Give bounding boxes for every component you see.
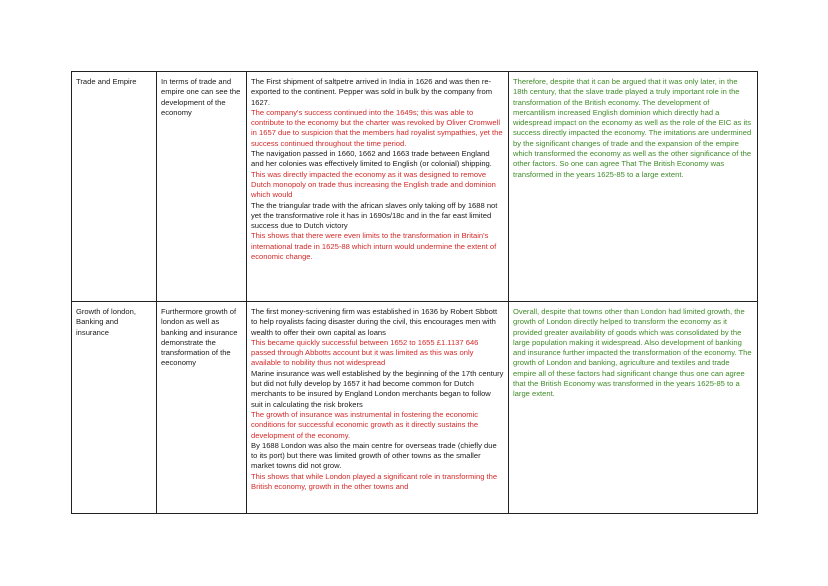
conclusion-cell (509, 72, 758, 302)
analysis-paragraph: The growth of insurance was instrumental in fostering the economic conditions for successful economic growth as it directly sustains the development of the economy. (251, 409, 479, 440)
evidence-cell (247, 302, 509, 514)
intro-cell (157, 302, 247, 514)
intro-text: Furthermore growth of london as well as banking and insurance demonstrate the transformation of the eeconomy (161, 307, 238, 368)
conclusion-text: Therefore, despite that it can be argued that it was only later, in the 18th century, that the slave trade played a truly important role in the transformation of the British economy. The development of mercantilism increased English dominion which directly had a widespread impact on the economy as well as the role of the EIC as its success directly impacted the economy. The imitations are undermined by the significant changes of trade and the expansion of the empire which transformed the economy as well as the other significance of the other factors. So one can agree That The British Economy was transformed in the years 1625-85 to a large extent. (513, 77, 752, 179)
evidence-paragraph: The navigation passed in 1660, 1662 and 1663 trade between England and her colonies was effectively limited to English (or colonial) shipping. (251, 149, 492, 169)
table-row (72, 302, 758, 514)
theme-cell (72, 72, 157, 302)
theme-text: Trade and Empire (76, 77, 137, 86)
intro-text: In terms of trade and empire one can see the development of the economy (161, 77, 241, 117)
evidence-paragraph: The the triangular trade with the african slaves only taking off by 1688 not yet the transformative role it has in 1690s/18c and in the far east limited success due to Dutch victory (251, 200, 498, 231)
conclusion-cell (509, 302, 758, 514)
theme-text: Growth of london, Banking and insurance (76, 307, 136, 337)
analysis-paragraph: This was directly impacted the economy as it was designed to remove Dutch monopoly on trade thus increasing the English trade and dominion which would (251, 169, 496, 200)
evidence-paragraph: The first money-scrivening firm was established in 1636 by Robert Sbbott to help royalists facing disaster during the civil, this encourages men with wealth to offer their own capital as loans (251, 307, 498, 337)
analysis-paragraph: This became quickly successful between 1652 to 1655 £1.1137 646 passed through Abbotts account but it was limited as this was only available to nobility thus not widespread (251, 337, 479, 368)
evidence-paragraph: Marine insurance was well established by the beginning of the 17th century but did not fully develop by 1657 it had become common for Dutch merchants to be insured by England London merchants began to follow suit in calculating the risk brokers (251, 368, 504, 409)
evidence-paragraph: By 1688 London was also the main centre for overseas trade (chiefly due to its port) but there was limited growth of other towns as the smaller market towns did not grow. (251, 440, 497, 471)
analysis-paragraph: This shows that while London played a significant role in transforming the British economy, growth in the other towns and (251, 471, 498, 492)
evidence-cell (247, 72, 509, 302)
conclusion-text: Overall, despite that towns other than London had limited growth, the growth of London directly helped to transform the economy as it provided greater availability of goods which was consolidated by the large population making it widespread. Also development of banking and insurance further impacted the transformation of the economy. The growth of London and banking, agriculture and textiles and trade empire all of these factors had significant change thus one can agree that the British Economy was transformed in the years 1625-85 to a large extent. (513, 307, 752, 399)
essay-plan-table (71, 71, 758, 514)
theme-cell (72, 302, 157, 514)
evidence-paragraph: The First shipment of saltpetre arrived in India in 1626 and was then re-exported to the continent. Pepper was sold in bulk by the company from 1627. (251, 77, 493, 107)
analysis-paragraph: The company's success continued into the 1649s; this was able to contribute to the economy but the charter was revoked by Oliver Cromwell in 1657 due to suspicion that the members had royalist sympathies, yet the success continued throughout the time period. (251, 107, 503, 148)
table-row (72, 72, 758, 302)
analysis-paragraph: This shows that there were even limits to the transformation in Britain's international trade in 1625-88 which inturn would undermine the extent of economic change. (251, 231, 497, 262)
intro-cell (157, 72, 247, 302)
